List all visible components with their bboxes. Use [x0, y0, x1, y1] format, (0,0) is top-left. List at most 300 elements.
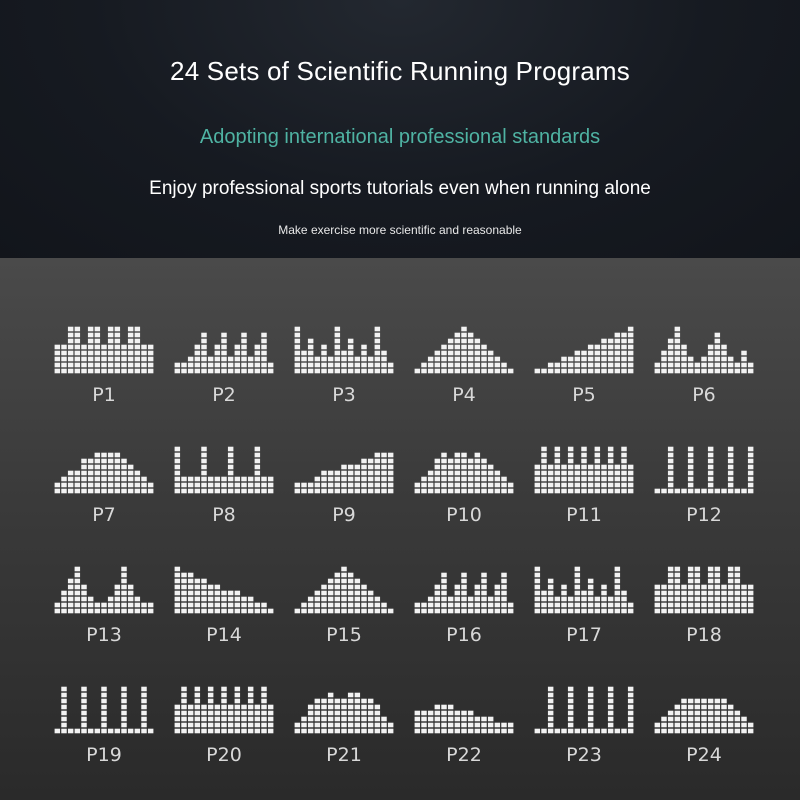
profile-cell	[601, 729, 606, 734]
profile-cell	[101, 345, 106, 350]
profile-cell	[308, 489, 313, 494]
profile-cell	[241, 363, 246, 368]
profile-cell	[261, 693, 266, 698]
profile-cell	[661, 591, 666, 596]
profile-cell	[468, 333, 473, 338]
profile-cell	[668, 363, 673, 368]
profile-cell	[441, 477, 446, 482]
profile-cell	[588, 591, 593, 596]
profile-cell	[175, 711, 180, 716]
profile-cell	[561, 363, 566, 368]
profile-cell	[588, 609, 593, 614]
profile-cell	[415, 609, 420, 614]
profile-cell	[261, 339, 266, 344]
profile-cell	[615, 729, 620, 734]
profile-cell	[541, 447, 546, 452]
profile-cell	[595, 465, 600, 470]
profile-cell	[668, 711, 673, 716]
profile-cell	[488, 351, 493, 356]
profile-cell	[121, 729, 126, 734]
profile-cell	[475, 363, 480, 368]
program-p3	[284, 314, 404, 434]
profile-cell	[688, 573, 693, 578]
profile-cell	[315, 723, 320, 728]
profile-cell	[675, 489, 680, 494]
profile-cell	[88, 483, 93, 488]
profile-cell	[468, 345, 473, 350]
profile-cell	[615, 477, 620, 482]
profile-cell	[348, 477, 353, 482]
profile-cell	[101, 609, 106, 614]
profile-cell	[328, 585, 333, 590]
profile-cell	[481, 477, 486, 482]
profile-cell	[588, 687, 593, 692]
profile-cell	[195, 609, 200, 614]
profile-cell	[315, 597, 320, 602]
profile-cell	[328, 693, 333, 698]
profile-cell	[715, 579, 720, 584]
profile-cell	[615, 573, 620, 578]
profile-cell	[228, 369, 233, 374]
profile-cell	[481, 471, 486, 476]
profile-cell	[61, 693, 66, 698]
profile-cell	[655, 369, 660, 374]
profile-cell	[221, 333, 226, 338]
profile-cell	[715, 609, 720, 614]
profile-cell	[415, 711, 420, 716]
profile-cell	[715, 699, 720, 704]
profile-cell	[721, 705, 726, 710]
profile-cell	[235, 591, 240, 596]
profile-cell	[181, 723, 186, 728]
profile-cell	[321, 471, 326, 476]
profile-cell	[588, 483, 593, 488]
profile-cell	[335, 609, 340, 614]
profile-cell	[188, 483, 193, 488]
profile-cell	[601, 345, 606, 350]
profile-cell	[728, 705, 733, 710]
profile-cell	[735, 573, 740, 578]
profile-cell	[121, 351, 126, 356]
profile-cell	[735, 597, 740, 602]
profile-cell	[448, 465, 453, 470]
profile-cell	[115, 339, 120, 344]
profile-cell	[335, 711, 340, 716]
profile-cell	[615, 597, 620, 602]
profile-cell	[181, 609, 186, 614]
profile-cell	[388, 489, 393, 494]
profile-cell	[308, 711, 313, 716]
profile-cell	[381, 483, 386, 488]
profile-cell	[341, 705, 346, 710]
profile-cell	[495, 591, 500, 596]
profile-cell	[108, 357, 113, 362]
profile-cell	[461, 711, 466, 716]
profile-cell	[588, 717, 593, 722]
profile-cell	[461, 573, 466, 578]
profile-cell	[175, 591, 180, 596]
profile-cell	[348, 693, 353, 698]
profile-cell	[61, 711, 66, 716]
profile-cell	[121, 693, 126, 698]
profile-cell	[508, 489, 513, 494]
profile-cell	[361, 465, 366, 470]
profile-cell	[655, 609, 660, 614]
profile-cell	[668, 723, 673, 728]
profile-cell	[55, 369, 60, 374]
profile-cell	[461, 345, 466, 350]
profile-cell	[668, 573, 673, 578]
profile-cell	[548, 699, 553, 704]
profile-cell	[548, 363, 553, 368]
profile-cell	[228, 459, 233, 464]
profile-cell	[175, 489, 180, 494]
profile-cell	[588, 477, 593, 482]
profile-cell	[121, 717, 126, 722]
profile-cell	[381, 603, 386, 608]
profile-cell	[355, 369, 360, 374]
profile-cell	[708, 471, 713, 476]
profile-cell	[295, 327, 300, 332]
profile-cell	[141, 489, 146, 494]
profile-cell	[75, 489, 80, 494]
profile-cell	[575, 465, 580, 470]
profile-cell	[501, 609, 506, 614]
profile-cell	[435, 465, 440, 470]
profile-cell	[355, 489, 360, 494]
profile-cell	[341, 699, 346, 704]
profile-cell	[575, 471, 580, 476]
profile-cell	[628, 465, 633, 470]
profile-cell	[335, 597, 340, 602]
profile-cell	[375, 603, 380, 608]
profile-cell	[608, 723, 613, 728]
profile-cell	[708, 363, 713, 368]
profile-cell	[661, 603, 666, 608]
program-profile-graph	[294, 674, 394, 734]
profile-cell	[535, 729, 540, 734]
profile-cell	[355, 471, 360, 476]
profile-cell	[435, 717, 440, 722]
profile-cell	[708, 447, 713, 452]
profile-cell	[121, 369, 126, 374]
profile-cell	[361, 723, 366, 728]
profile-cell	[341, 717, 346, 722]
profile-cell	[175, 579, 180, 584]
profile-cell	[548, 483, 553, 488]
profile-cell	[568, 453, 573, 458]
profile-cell	[135, 363, 140, 368]
profile-cell	[475, 357, 480, 362]
profile-cell	[728, 729, 733, 734]
profile-cell	[241, 489, 246, 494]
profile-cell	[315, 363, 320, 368]
program-label: P1	[92, 384, 116, 406]
profile-cell	[575, 363, 580, 368]
profile-cell	[535, 489, 540, 494]
profile-cell	[735, 609, 740, 614]
profile-cell	[128, 585, 133, 590]
profile-cell	[701, 711, 706, 716]
profile-cell	[188, 705, 193, 710]
profile-cell	[428, 609, 433, 614]
profile-cell	[148, 345, 153, 350]
profile-cell	[568, 603, 573, 608]
profile-cell	[121, 591, 126, 596]
profile-cell	[461, 363, 466, 368]
profile-cell	[628, 471, 633, 476]
profile-cell	[561, 729, 566, 734]
profile-cell	[241, 597, 246, 602]
profile-cell	[175, 705, 180, 710]
profile-cell	[308, 351, 313, 356]
profile-cell	[681, 699, 686, 704]
profile-cell	[715, 489, 720, 494]
profile-cell	[508, 369, 513, 374]
profile-cell	[468, 597, 473, 602]
profile-cell	[108, 369, 113, 374]
profile-cell	[381, 357, 386, 362]
profile-cell	[335, 339, 340, 344]
profile-cell	[355, 717, 360, 722]
profile-cell	[461, 477, 466, 482]
profile-cell	[475, 603, 480, 608]
profile-cell	[308, 603, 313, 608]
profile-cell	[748, 483, 753, 488]
profile-cell	[581, 609, 586, 614]
profile-cell	[68, 729, 73, 734]
profile-cell	[708, 585, 713, 590]
profile-cell	[101, 369, 106, 374]
profile-cell	[88, 609, 93, 614]
profile-cell	[628, 693, 633, 698]
profile-cell	[221, 717, 226, 722]
programs-grid	[0, 258, 800, 800]
profile-cell	[601, 609, 606, 614]
profile-cell	[661, 585, 666, 590]
profile-cell	[248, 693, 253, 698]
profile-cell	[448, 363, 453, 368]
profile-cell	[141, 603, 146, 608]
profile-cell	[101, 687, 106, 692]
profile-cell	[328, 471, 333, 476]
profile-cell	[428, 363, 433, 368]
profile-cell	[715, 591, 720, 596]
note-text: Make exercise more scientific and reasonable	[278, 223, 522, 237]
profile-cell	[461, 357, 466, 362]
profile-cell	[481, 363, 486, 368]
profile-cell	[335, 591, 340, 596]
profile-cell	[135, 477, 140, 482]
profile-cell	[348, 699, 353, 704]
profile-cell	[68, 471, 73, 476]
profile-cell	[115, 357, 120, 362]
profile-cell	[75, 477, 80, 482]
profile-cell	[348, 729, 353, 734]
profile-cell	[555, 489, 560, 494]
profile-cell	[381, 369, 386, 374]
profile-cell	[208, 729, 213, 734]
program-profile-graph	[174, 434, 274, 494]
profile-cell	[335, 327, 340, 332]
profile-cell	[741, 591, 746, 596]
profile-cell	[588, 693, 593, 698]
profile-cell	[621, 351, 626, 356]
profile-cell	[261, 699, 266, 704]
profile-cell	[621, 483, 626, 488]
profile-cell	[581, 351, 586, 356]
profile-cell	[221, 699, 226, 704]
program-p7	[44, 434, 164, 554]
profile-cell	[81, 459, 86, 464]
profile-cell	[208, 483, 213, 488]
profile-cell	[428, 597, 433, 602]
profile-cell	[568, 357, 573, 362]
profile-cell	[541, 729, 546, 734]
profile-cell	[201, 723, 206, 728]
profile-cell	[621, 729, 626, 734]
profile-cell	[128, 351, 133, 356]
profile-cell	[328, 591, 333, 596]
profile-cell	[695, 711, 700, 716]
program-p10	[404, 434, 524, 554]
profile-cell	[628, 483, 633, 488]
profile-cell	[715, 603, 720, 608]
profile-cell	[475, 609, 480, 614]
profile-cell	[128, 591, 133, 596]
profile-cell	[621, 465, 626, 470]
profile-cell	[241, 717, 246, 722]
profile-cell	[308, 717, 313, 722]
profile-cell	[175, 363, 180, 368]
profile-cell	[348, 345, 353, 350]
profile-cell	[708, 609, 713, 614]
profile-cell	[235, 369, 240, 374]
profile-cell	[495, 585, 500, 590]
profile-cell	[428, 717, 433, 722]
profile-cell	[321, 369, 326, 374]
profile-cell	[201, 339, 206, 344]
profile-cell	[668, 345, 673, 350]
profile-cell	[748, 585, 753, 590]
profile-cell	[181, 729, 186, 734]
profile-cell	[668, 339, 673, 344]
profile-cell	[468, 723, 473, 728]
profile-cell	[728, 477, 733, 482]
profile-cell	[601, 483, 606, 488]
profile-cell	[175, 597, 180, 602]
profile-cell	[68, 477, 73, 482]
profile-cell	[115, 363, 120, 368]
profile-cell	[421, 363, 426, 368]
profile-cell	[181, 579, 186, 584]
profile-cell	[175, 573, 180, 578]
profile-cell	[601, 363, 606, 368]
profile-cell	[75, 603, 80, 608]
profile-cell	[101, 483, 106, 488]
profile-cell	[721, 729, 726, 734]
profile-cell	[95, 729, 100, 734]
profile-cell	[208, 489, 213, 494]
profile-cell	[675, 717, 680, 722]
profile-cell	[215, 585, 220, 590]
profile-cell	[388, 729, 393, 734]
profile-cell	[115, 585, 120, 590]
profile-cell	[388, 369, 393, 374]
profile-cell	[621, 459, 626, 464]
profile-cell	[208, 369, 213, 374]
profile-cell	[128, 345, 133, 350]
profile-cell	[135, 483, 140, 488]
program-label: P11	[566, 504, 602, 526]
profile-cell	[448, 357, 453, 362]
profile-cell	[628, 351, 633, 356]
profile-cell	[568, 723, 573, 728]
profile-cell	[348, 363, 353, 368]
profile-cell	[235, 597, 240, 602]
profile-cell	[441, 609, 446, 614]
profile-cell	[355, 363, 360, 368]
profile-cell	[388, 459, 393, 464]
profile-cell	[608, 705, 613, 710]
profile-cell	[108, 345, 113, 350]
profile-cell	[448, 723, 453, 728]
profile-cell	[715, 369, 720, 374]
profile-cell	[735, 711, 740, 716]
profile-cell	[661, 597, 666, 602]
profile-cell	[228, 453, 233, 458]
profile-cell	[735, 603, 740, 608]
profile-cell	[675, 363, 680, 368]
profile-cell	[315, 699, 320, 704]
profile-cell	[728, 609, 733, 614]
profile-cell	[448, 705, 453, 710]
profile-cell	[141, 693, 146, 698]
profile-cell	[681, 369, 686, 374]
profile-cell	[568, 609, 573, 614]
profile-cell	[355, 591, 360, 596]
profile-cell	[695, 567, 700, 572]
profile-cell	[361, 603, 366, 608]
profile-cell	[141, 483, 146, 488]
program-profile-graph	[414, 674, 514, 734]
profile-cell	[121, 357, 126, 362]
profile-cell	[701, 699, 706, 704]
profile-cell	[68, 591, 73, 596]
profile-cell	[108, 327, 113, 332]
profile-cell	[435, 705, 440, 710]
program-p6	[644, 314, 764, 434]
profile-cell	[421, 729, 426, 734]
profile-cell	[101, 711, 106, 716]
profile-cell	[81, 363, 86, 368]
profile-cell	[261, 345, 266, 350]
profile-cell	[81, 465, 86, 470]
profile-cell	[95, 339, 100, 344]
profile-cell	[455, 339, 460, 344]
profile-cell	[221, 363, 226, 368]
profile-cell	[241, 603, 246, 608]
profile-cell	[488, 483, 493, 488]
profile-cell	[748, 591, 753, 596]
program-p9	[284, 434, 404, 554]
profile-cell	[435, 591, 440, 596]
profile-cell	[495, 603, 500, 608]
profile-cell	[188, 489, 193, 494]
profile-cell	[435, 729, 440, 734]
profile-cell	[341, 609, 346, 614]
profile-cell	[588, 489, 593, 494]
